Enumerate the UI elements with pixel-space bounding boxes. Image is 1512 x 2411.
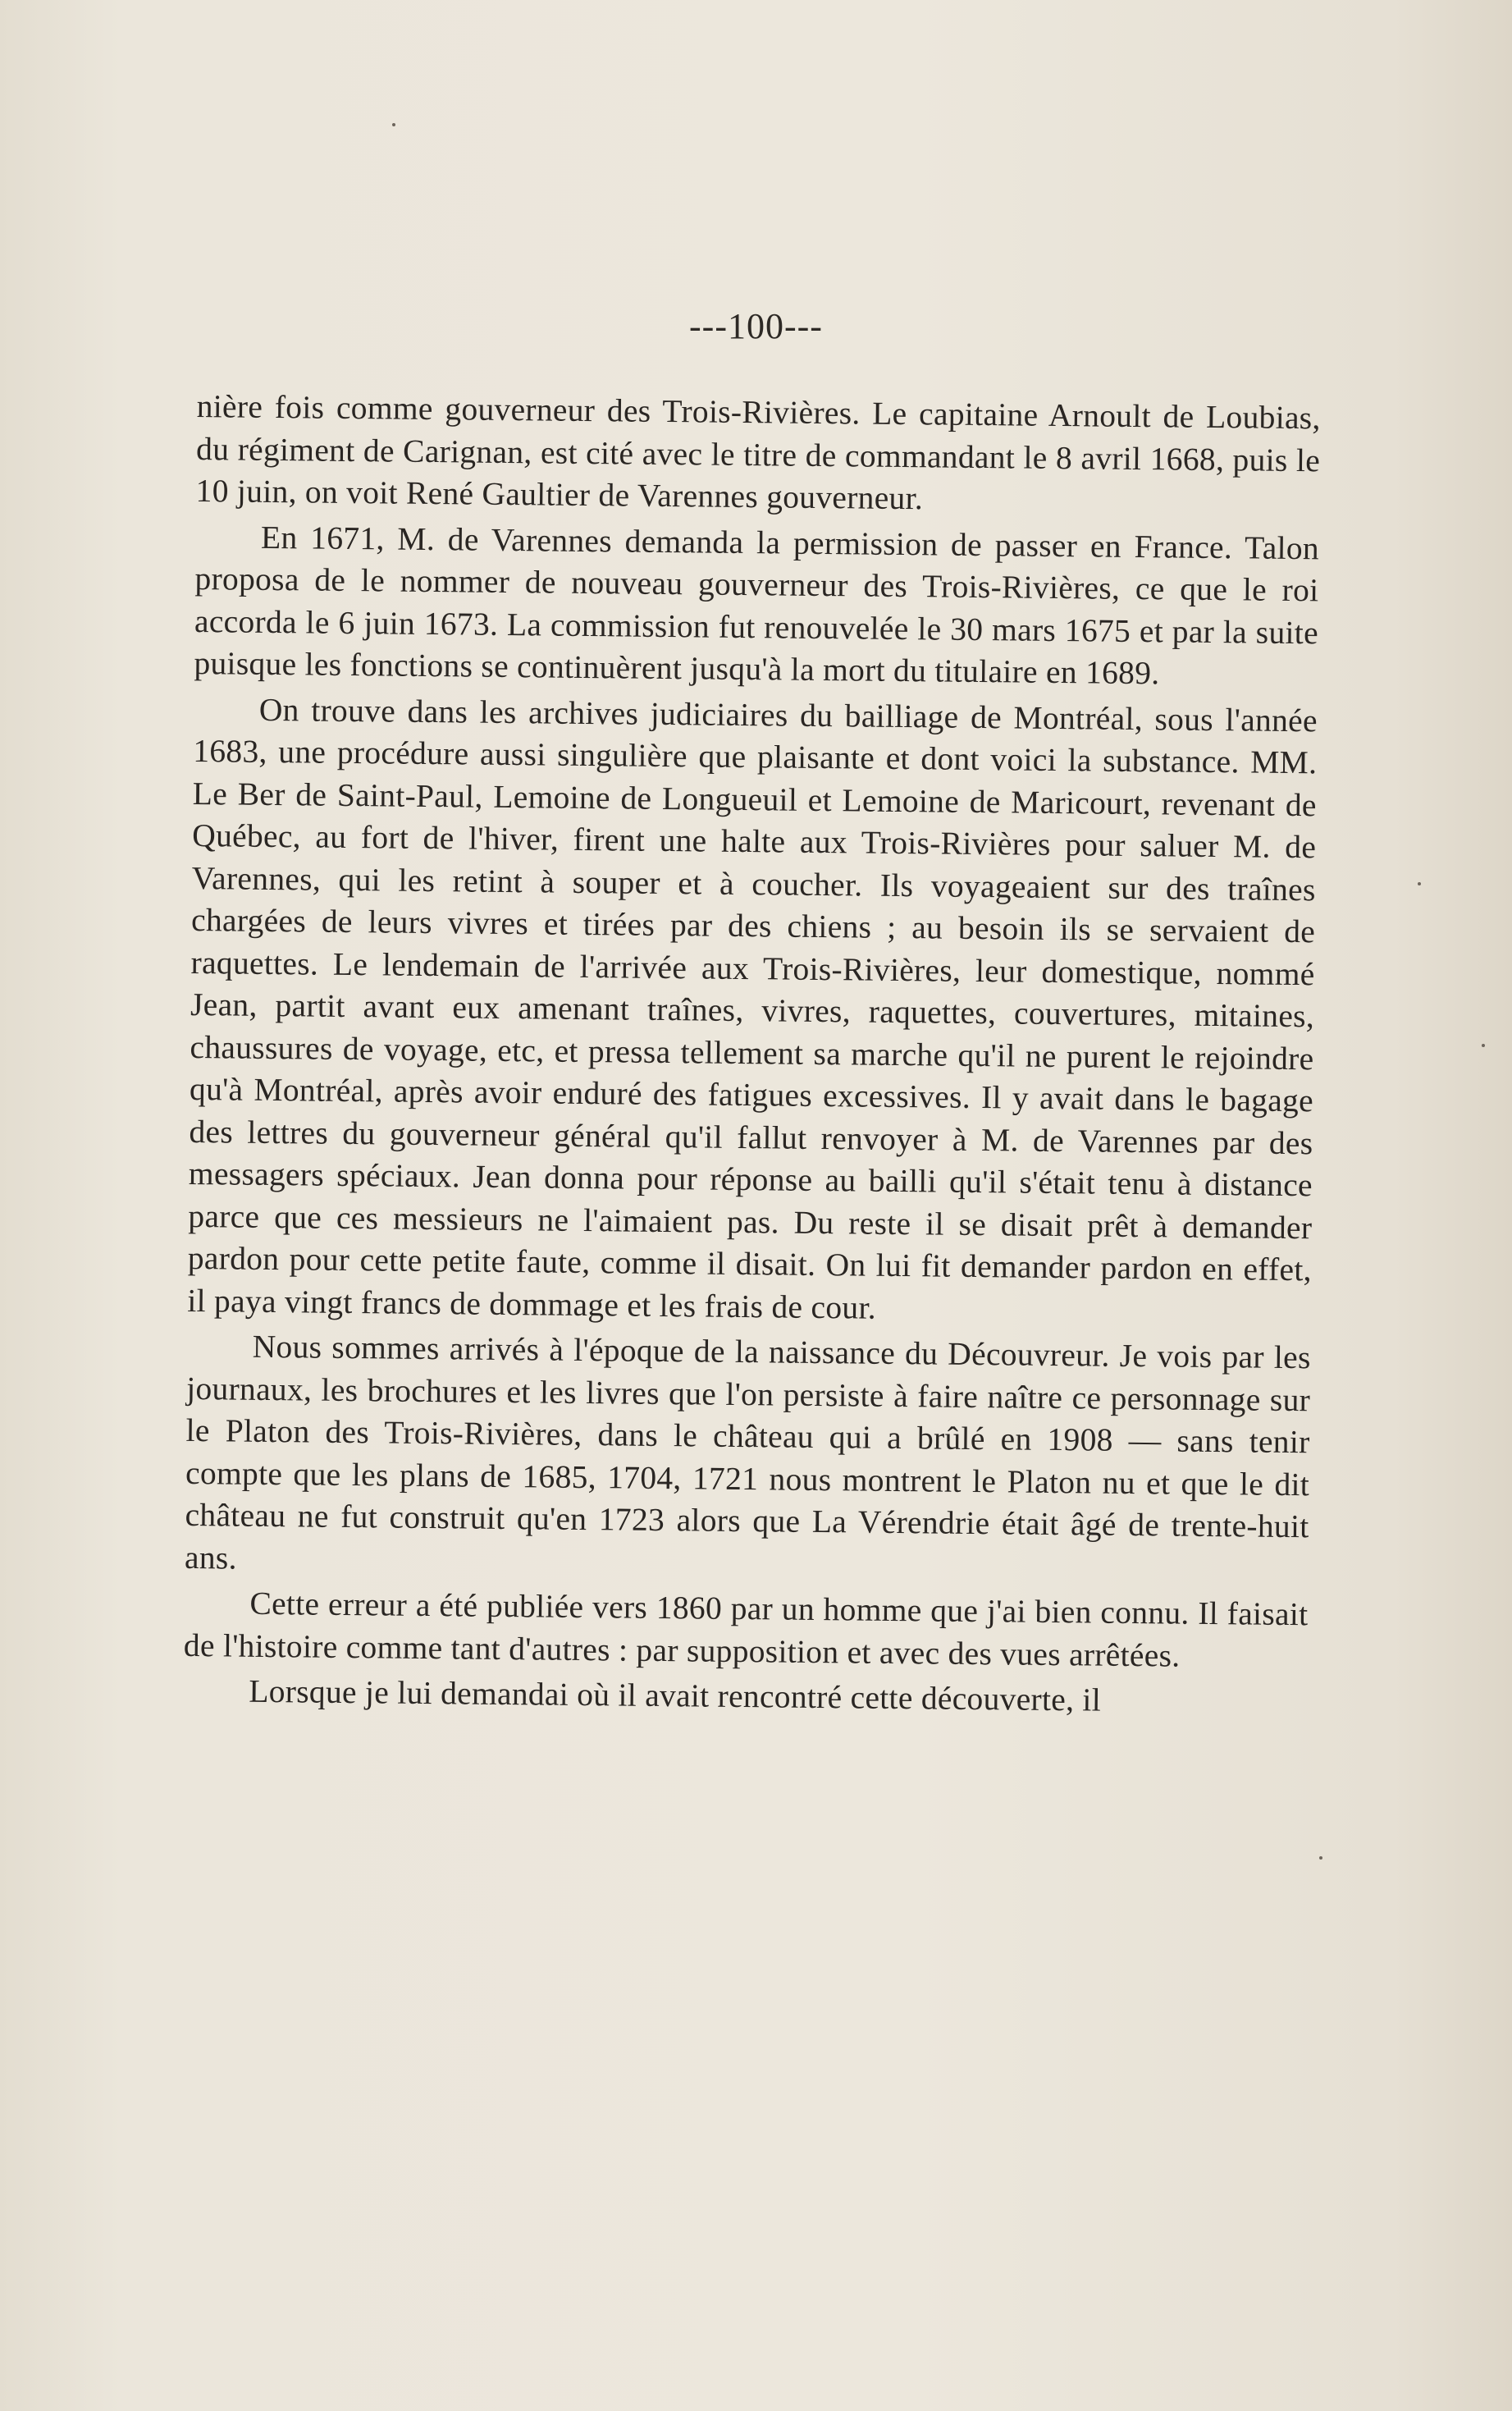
paragraph-continuation: nière fois comme gouverneur des Trois-Rivières. Le capitaine Arnoult de Loubias, du régiment de Carignan, est cité avec le titre de commandant le 8 avril 1668, puis le 10 juin, on voit René Gaultier de Varennes gouverneur.: [195, 387, 1321, 517]
paragraph-archives-1683: On trouve dans les archives judiciaires du bailliage de Montréal, sous l'année 1683, une procédure aussi singulière que plaisante et dont voici la substance. MM. Le Ber de Saint-Paul, Lemoine de Longueuil et Lemoine de Maricourt, revenant de Québec, au fort de l'hiver, firent une halte aux Trois-Rivières pour saluer M. de Varennes, qui les retint à souper et à coucher. Ils voyageaient sur des traînes chargées de leurs vivres et tirées par des chiens ; au besoin ils se servaient de raquettes. Le lendemain de l'arrivée aux Trois-Rivières, leur domestique, nommé Jean, partit avant eux amenant traînes, vivres, raquettes, couvertures, mitaines, chaussures de voyage, etc, et pressa tellement sa marche qu'il ne purent le rejoindre qu'à Montréal, après avoir enduré des fatigues excessives. Il y avait dans le bagage des lettres du gouverneur général qu'il fallut renvoyer à M. de Varennes par des messagers spéciaux. Jean donna pour réponse au bailli qu'il s'était tenu à distance parce que ces messieurs ne l'aimaient pas. Du reste il se disait prêt à demander pardon pour cette petite faute, comme il disait. On lui fit demander pardon en effet, il paya vingt francs de dommage et les frais de cour.: [187, 691, 1318, 1326]
ink-speck: [392, 123, 395, 126]
ink-speck: [1482, 1044, 1485, 1047]
paragraph-erreur-1860: Cette erreur a été publiée vers 1860 par un homme que j'ai bien connu. Il faisait de l'histoire comme tant d'autres : par supposition et avec des vues arrêtées.: [183, 1585, 1309, 1674]
body-text: [183, 386, 1321, 1724]
paragraph-lorsque: Lorsque je lui demandai où il avait rencontré cette découverte, il: [249, 1672, 1102, 1718]
ink-speck: [1418, 882, 1421, 885]
paragraph-varennes-1671: En 1671, M. de Varennes demanda la permission de passer en France. Talon proposa de le nommer de nouveau gouverneur des Trois-Rivières, ce que le roi accorda le 6 juin 1673. La commission fut renouvelée le 30 mars 1675 et par la suite puisque les fonctions se continuèrent jusqu'à la mort du titulaire en 1689.: [194, 519, 1320, 692]
ink-speck: [1319, 1856, 1322, 1860]
page-number: ---100---: [689, 306, 823, 346]
paragraph-decouvreur: Nous sommes arrivés à l'époque de la naissance du Découvreur. Je vois par les journaux, les brochures et les livres que l'on persiste à faire naître ce personnage sur le Platon des Trois-Rivières, dans le château qui a brûlé en 1908 — sans tenir compte que les plans de 1685, 1704, 1721 nous montrent le Platon nu et que le dit château ne fut construit qu'en 1723 alors que La Vérendrie était âgé de trente-huit ans.: [184, 1328, 1311, 1576]
